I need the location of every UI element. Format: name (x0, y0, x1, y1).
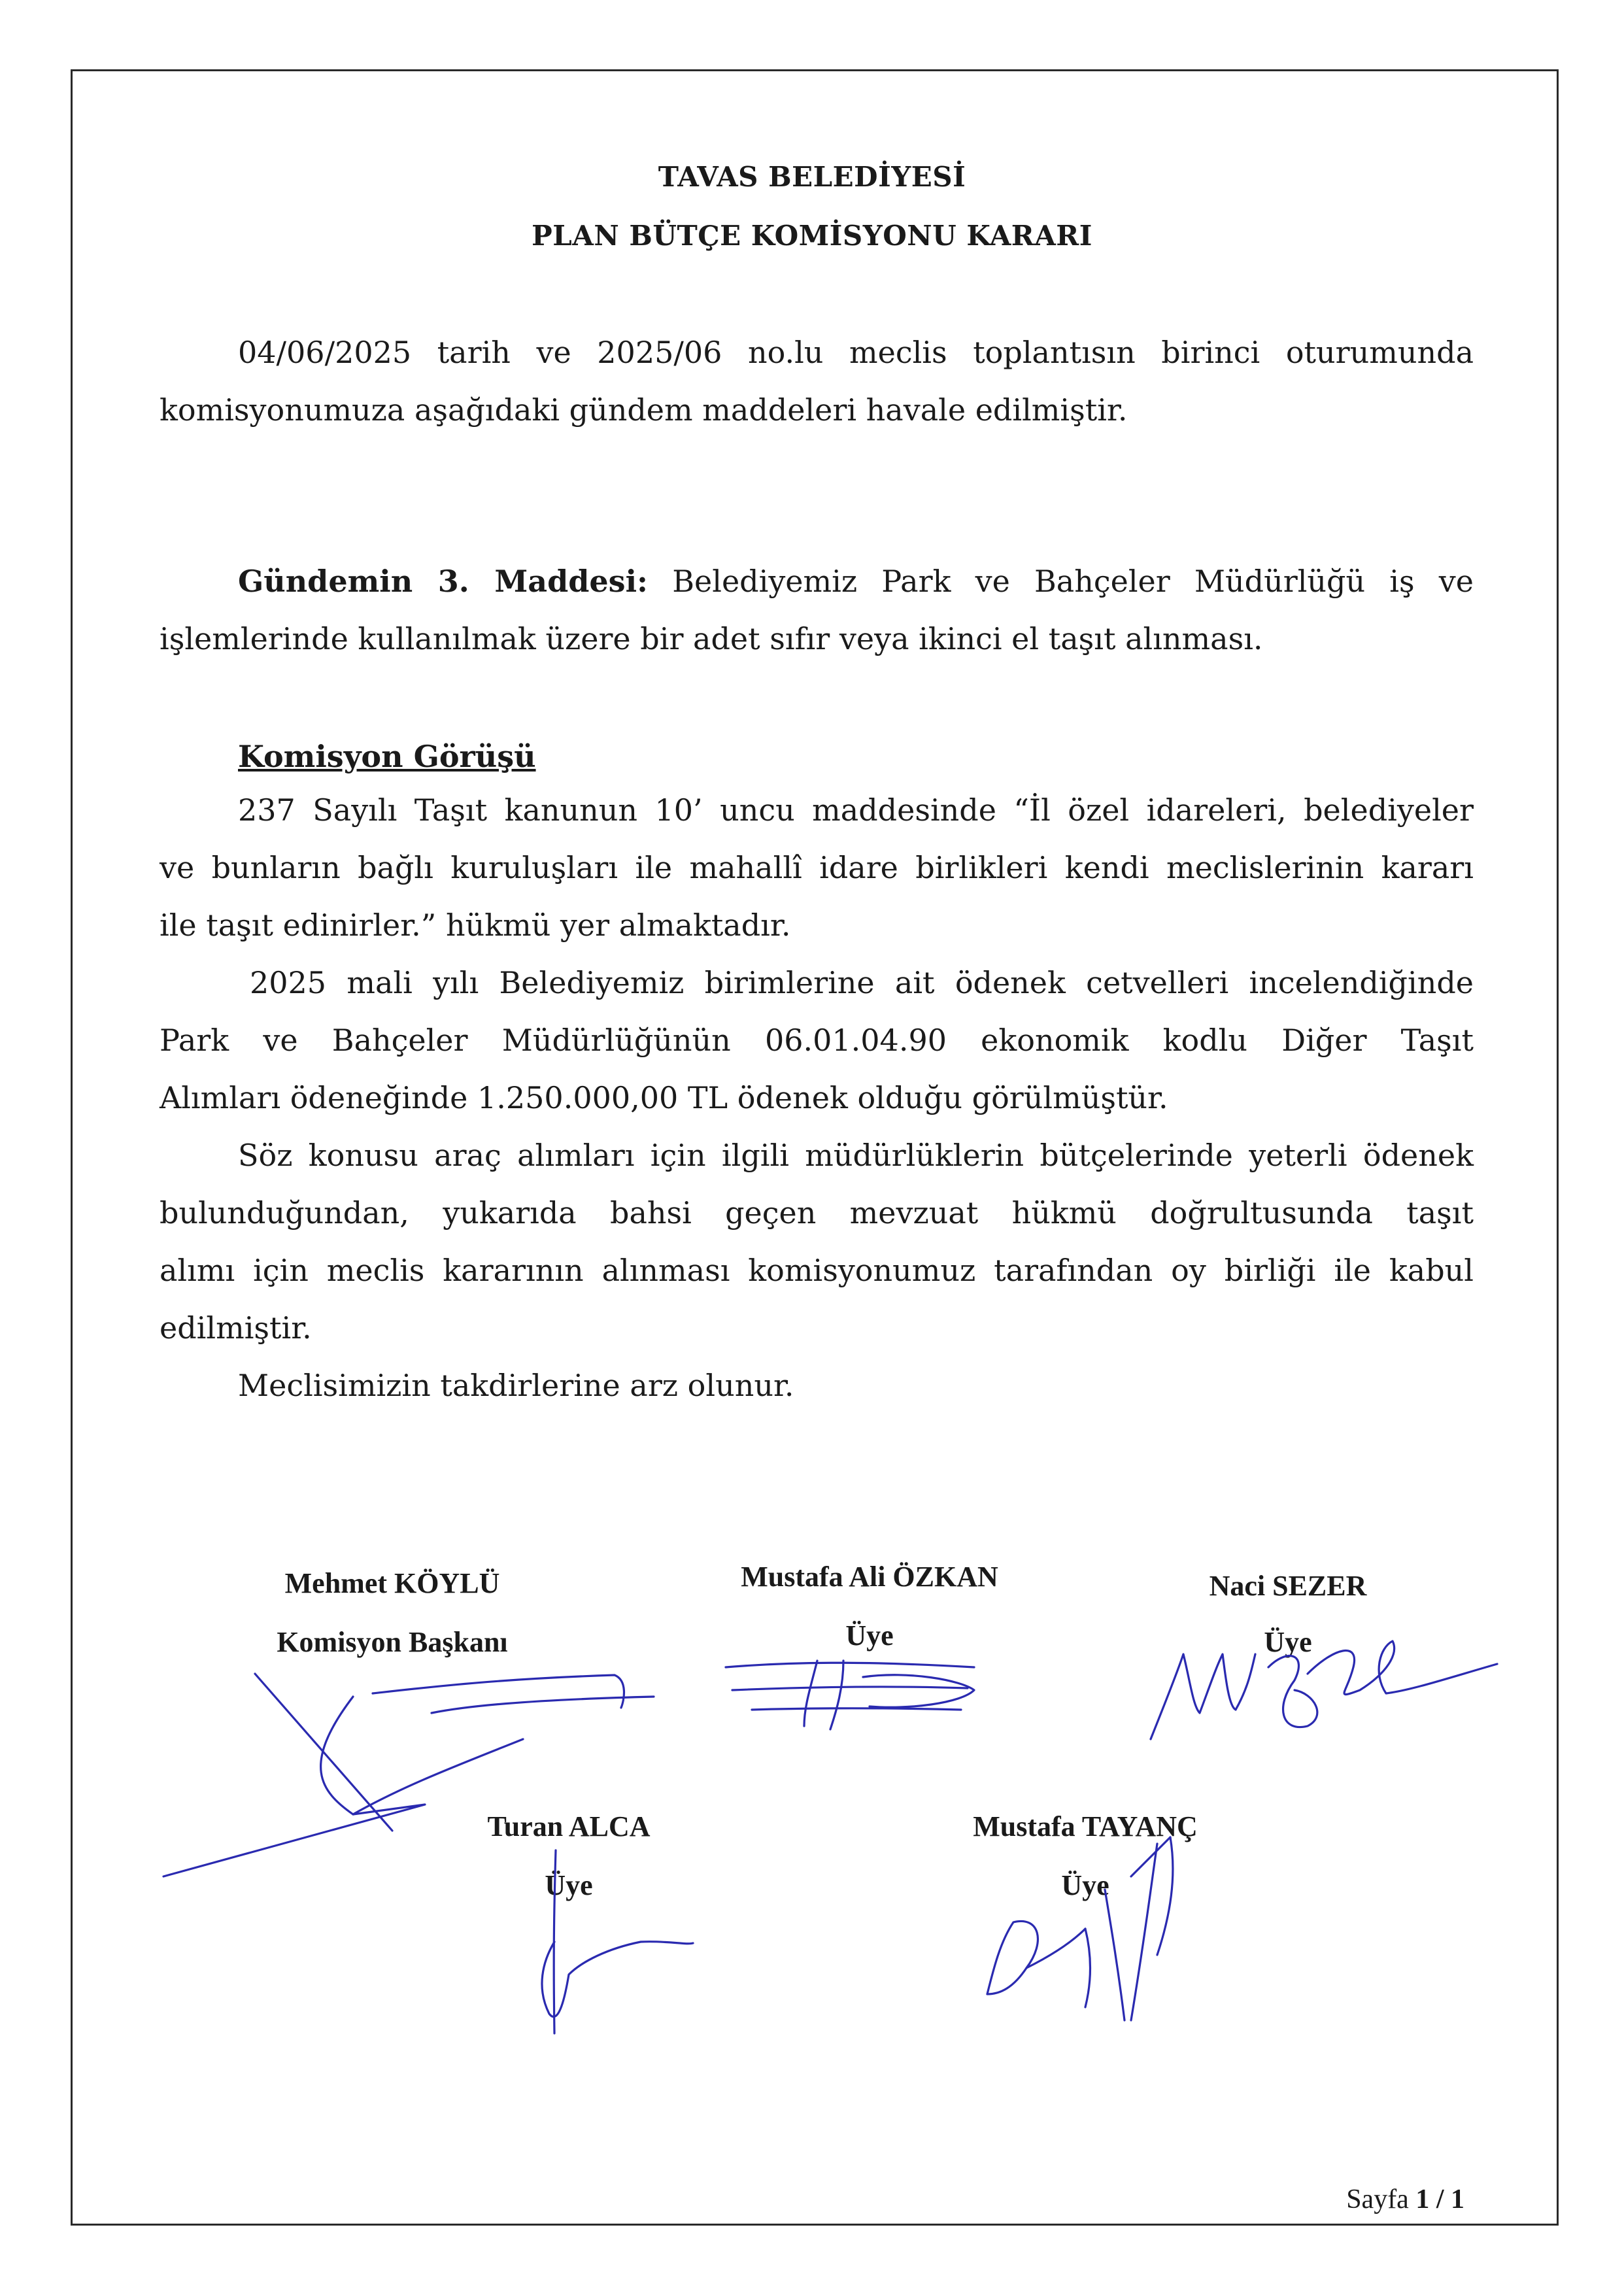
opinion-p3-line-1: Söz konusu araç alımları için ilgili müdürlüklerin bütçelerinde yeterli ödenek (238, 1138, 1474, 1173)
document-title: PLAN BÜTÇE KOMİSYONU KARARI (532, 220, 1092, 252)
signatory-2-role: Üye (845, 1619, 894, 1652)
signatory-3-role: Üye (1264, 1626, 1312, 1658)
opinion-p2-line-2: Park ve Bahçeler Müdürlüğünün 06.01.04.90 ekonomik kodlu Diğer Taşıt (160, 1023, 1474, 1058)
opinion-p3-line-2: bulunduğundan, yukarıda bahsi geçen mevzuat hükmü doğrultusunda taşıt (160, 1195, 1474, 1230)
agenda-label: Gündemin 3. Maddesi: (238, 564, 649, 599)
page-label: Sayfa (1346, 2184, 1416, 2214)
agenda-line-2: işlemlerinde kullanılmak üzere bir adet sıfır veya ikinci el taşıt alınması. (160, 621, 1263, 656)
intro-line-2: komisyonumuza aşağıdaki gündem maddeleri havale edilmiştir. (160, 392, 1128, 428)
signatory-4-name: Turan ALCA (487, 1810, 651, 1842)
signatory-2-name: Mustafa Ali ÖZKAN (741, 1561, 998, 1593)
opinion-p1-line-2: ve bunların bağlı kuruluşları ile mahallî idare birlikleri kendi meclislerinin kararı (160, 850, 1474, 885)
signatory-5-name: Mustafa TAYANÇ (973, 1810, 1198, 1842)
agenda-line-1 (238, 564, 1474, 599)
signatory-5-role: Üye (1061, 1869, 1109, 1901)
signature-5 (961, 1824, 1236, 2040)
intro-line-1: 04/06/2025 tarih ve 2025/06 no.lu meclis toplantısın birinci oturumunda (238, 335, 1474, 370)
signature-2 (713, 1648, 987, 1733)
page-number (1346, 2184, 1464, 2215)
opinion-p2-line-3: Alımları ödeneğinde 1.250.000,00 TL ödenek olduğu görülmüştür. (160, 1080, 1168, 1115)
organization-title: TAVAS BELEDİYESİ (658, 161, 966, 193)
opinion-p2-line-1: 2025 mali yılı Belediyemiz birimlerine ait ödenek cetvelleri incelendiğinde (250, 965, 1474, 1000)
signatory-3-name: Naci SEZER (1209, 1570, 1367, 1602)
opinion-heading: Komisyon Görüşü (238, 739, 536, 774)
opinion-p1-line-3: ile taşıt edinirler.” hükmü yer almaktadır. (160, 907, 791, 943)
signatory-1-role: Komisyon Başkanı (277, 1626, 508, 1658)
opinion-p3-line-3: alımı için meclis kararının alınması komisyonumuz tarafından oy birliği ile kabul (160, 1253, 1474, 1288)
signatory-1-name: Mehmet KÖYLÜ (284, 1567, 500, 1599)
signature-4 (497, 1844, 706, 2040)
agenda-line-1-text: Belediyemiz Park ve Bahçeler Müdürlüğü iş ve (648, 564, 1474, 599)
closing-line: Meclisimizin takdirlerine arz olunur. (238, 1368, 794, 1403)
page-value: 1 / 1 (1415, 2184, 1464, 2214)
signature-3 (1138, 1628, 1504, 1759)
opinion-p1-line-1: 237 Sayılı Taşıt kanunun 10’ uncu maddesinde “İl özel idareleri, belediyeler (238, 792, 1474, 828)
opinion-p3-line-4: edilmiştir. (160, 1310, 312, 1346)
signatory-4-role: Üye (545, 1869, 593, 1901)
